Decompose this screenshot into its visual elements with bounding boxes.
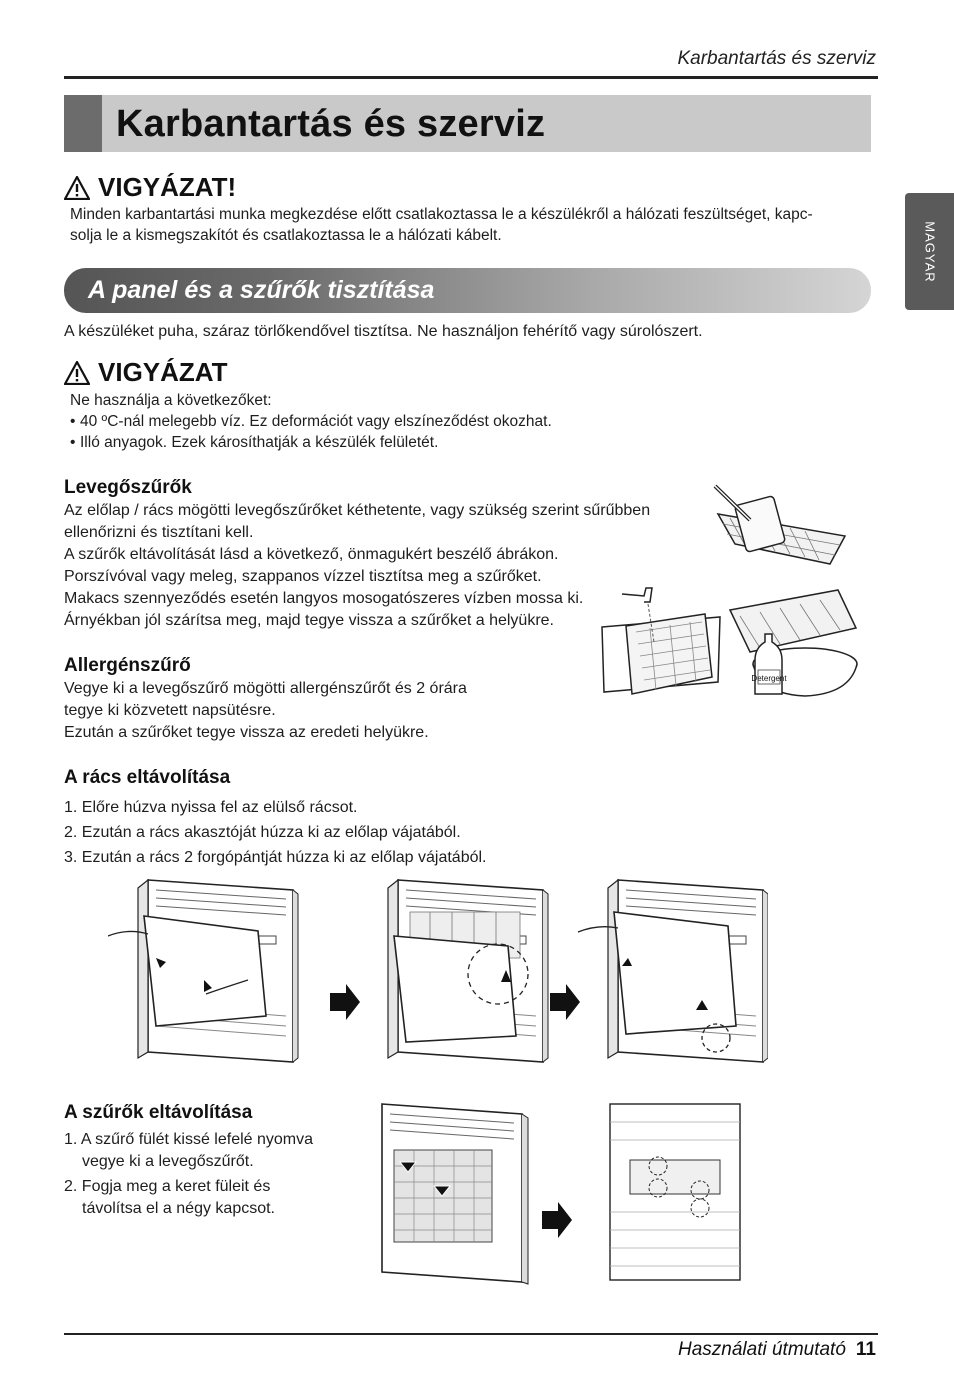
warning-bullet: • Illó anyagok. Ezek károsíthatják a készülék felületét.	[70, 432, 552, 453]
footer	[678, 1339, 876, 1361]
allergen-line: Ezután a szűrőket tegye vissza az eredeti helyükre.	[64, 724, 429, 741]
unit-step-3-drawing	[578, 880, 768, 1062]
warning-text-1	[70, 204, 813, 246]
grille-removal-heading: A rács eltávolítása	[64, 767, 231, 788]
intro-text: A készüléket puha, száraz törlőkendővel tisztítsa. Ne használjon fehérítő vagy súrolószert.	[64, 323, 703, 340]
filter-removal-heading: A szűrők eltávolítása	[64, 1102, 253, 1123]
grille-removal-steps	[64, 795, 486, 870]
allergen-text	[64, 678, 467, 744]
grille-step: 2. Ezután a rács akasztóját húzza ki az előlap vájatából.	[64, 824, 461, 841]
warning-bullet: • 40 ºC-nál melegebb víz. Ez deformációt vagy elszíneződést okozhat.	[70, 411, 552, 432]
air-filters-line: Porszívóval vagy meleg, szappanos vízzel tisztítsa meg a szűrőket.	[64, 568, 542, 585]
warning-lead: Ne használja a következőket:	[70, 392, 272, 409]
allergen-line: tegye ki közvetett napsütésre.	[64, 702, 276, 719]
air-filters-heading: Levegőszűrők	[64, 477, 192, 498]
filter-pull-drawing	[382, 1104, 528, 1284]
allergen-heading: Allergénszűrő	[64, 655, 191, 676]
grille-step: 1. Előre húzva nyissa fel az elülső rácsot.	[64, 799, 358, 816]
warning-heading-2	[64, 357, 228, 388]
allergen-line: Vegye ki a levegőszűrő mögötti allergénszűrőt és 2 órára	[64, 680, 467, 697]
filter-clip-drawing	[610, 1104, 740, 1280]
warning-text-2	[70, 390, 552, 453]
warning-heading-1	[64, 172, 236, 203]
air-filters-line: ellenőrizni és tisztítani kell.	[64, 524, 254, 541]
filter-removal-illustrations	[372, 1100, 744, 1286]
warning-heading-2-text: VIGYÁZAT	[98, 357, 228, 387]
warning-text-1-line: solja le a kismegszakítót és csatlakoztassa le a hálózati kábelt.	[70, 227, 502, 244]
grille-removal-illustrations	[108, 876, 768, 1068]
section-title: A panel és a szűrők tisztítása	[88, 276, 435, 304]
next-arrow-icon	[550, 984, 580, 1020]
filter-step-line: távolítsa el a négy kapcsot.	[82, 1200, 275, 1217]
air-filters-line: A szűrők eltávolítását lásd a következő, önmagukért beszélő ábrákon.	[64, 546, 559, 563]
filter-removal-steps	[64, 1129, 313, 1220]
top-divider	[64, 76, 878, 79]
air-filters-line: Árnyékban jól szárítsa meg, majd tegye vissza a szűrőket a helyükre.	[64, 612, 554, 629]
unit-step-1-drawing	[108, 880, 298, 1062]
air-filters-line: Makacs szennyeződés esetén langyos mosogatószeres vízben mossa ki.	[64, 590, 584, 607]
air-filters-line: Az előlap / rács mögötti levegőszűrőket kéthetente, vagy szükség szerint sűrűbben	[64, 502, 651, 519]
title-accent	[64, 95, 102, 152]
filter-step-line: 1. A szűrő fülét kissé lefelé nyomva	[64, 1131, 314, 1148]
bottom-divider	[64, 1333, 878, 1335]
page-number: 11	[855, 1339, 876, 1360]
warning-text-1-line: Minden karbantartási munka megkezdése előtt csatlakoztassa le a készülékről a hálózati feszültséget, kapc-	[70, 206, 813, 223]
running-header: Karbantartás és szerviz	[677, 48, 876, 69]
filter-step-line: vegye ki a levegőszűrőt.	[82, 1153, 254, 1170]
section-header	[64, 268, 871, 313]
washing-filter-drawing	[602, 588, 857, 696]
unit-step-2-drawing	[388, 880, 548, 1062]
page-title: Karbantartás és szerviz	[116, 103, 546, 145]
warning-triangle-icon	[64, 361, 90, 385]
footer-label: Használati útmutató	[677, 1339, 846, 1360]
air-filters-text	[64, 500, 650, 632]
filter-step-line: 2. Fogja meg a keret füleit és	[64, 1178, 271, 1195]
language-tab-label: MAGYAR	[922, 220, 937, 283]
grille-step: 3. Ezután a rács 2 forgópántját húzza ki az előlap vájatából.	[64, 849, 487, 866]
detergent-label: Detergent	[751, 674, 787, 683]
next-arrow-icon	[542, 1202, 572, 1238]
warning-heading-1-text: VIGYÁZAT!	[98, 172, 237, 202]
next-arrow-icon	[330, 984, 360, 1020]
filter-cleaning-illustration	[600, 482, 890, 714]
warning-triangle-icon	[64, 176, 90, 200]
vacuum-filter-drawing	[715, 486, 845, 564]
language-tab	[905, 193, 954, 310]
